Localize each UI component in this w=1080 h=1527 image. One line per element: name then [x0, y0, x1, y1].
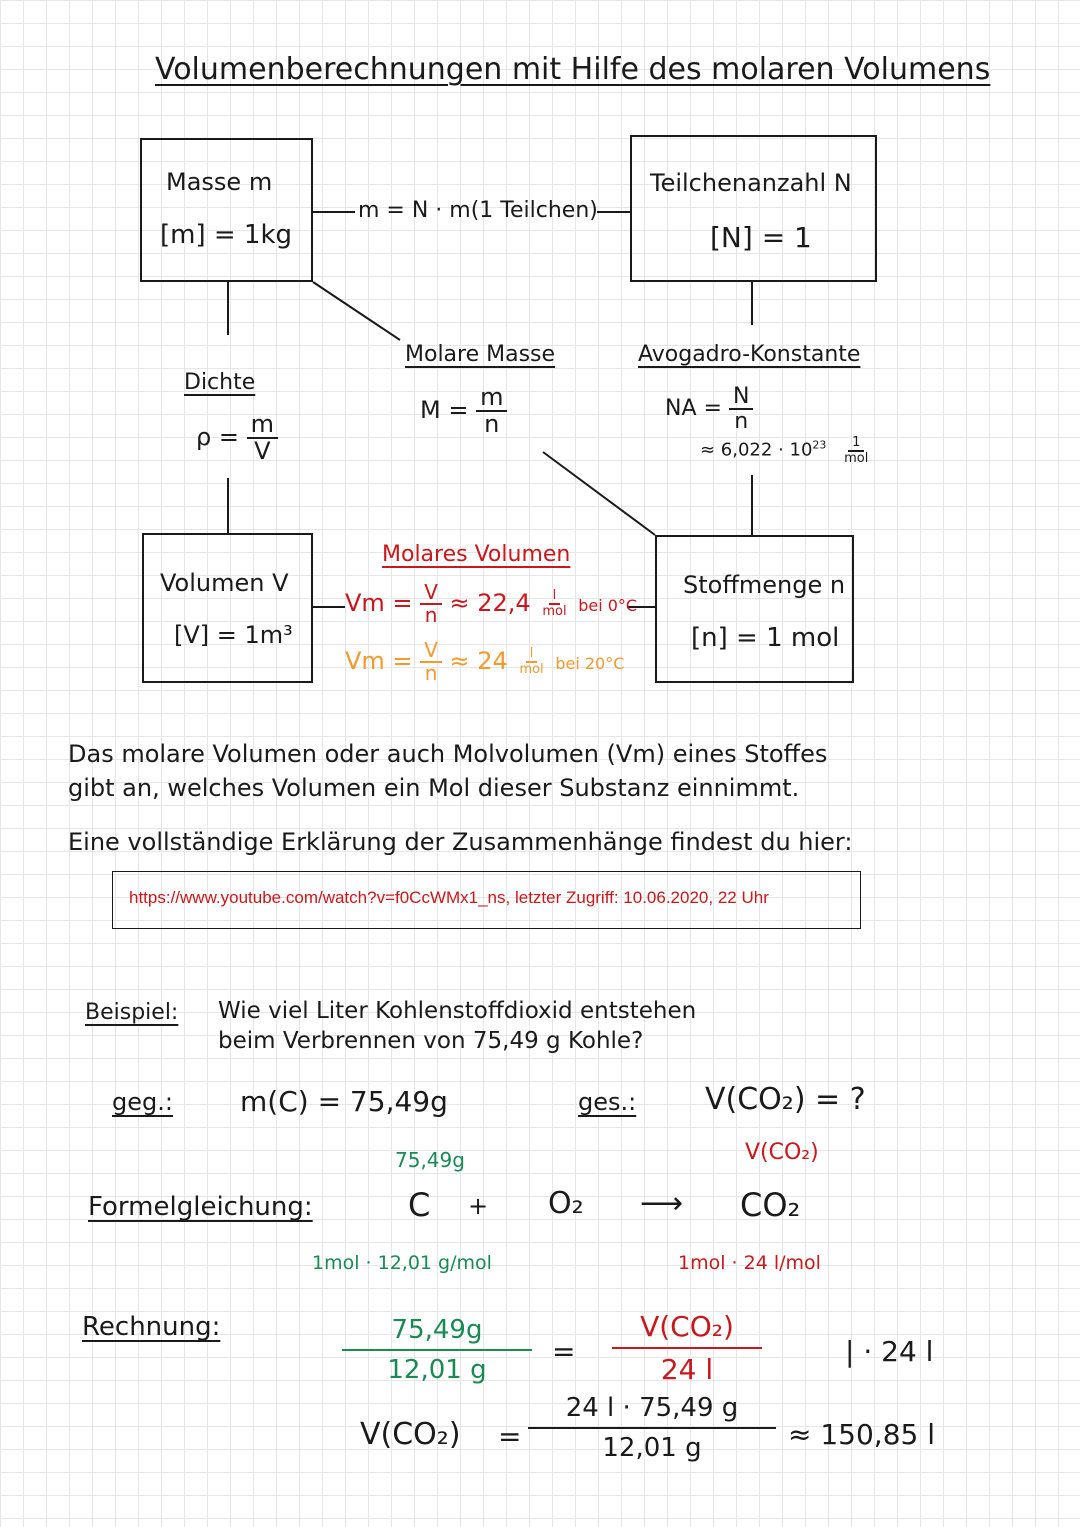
result-equals: = [498, 1420, 522, 1453]
geg-value: m(C) = 75,49g [240, 1085, 448, 1118]
geg-label: geg.: [112, 1088, 173, 1116]
masse-unit: [m] = 1kg [160, 220, 293, 250]
ges-label: ges.: [578, 1088, 637, 1116]
volumen-name: Volumen V [160, 569, 289, 597]
above-c: 75,49g [395, 1148, 465, 1172]
example-question-2: beim Verbrennen von 75,49 g Kohle? [218, 1028, 644, 1054]
above-co2: V(CO₂) [745, 1140, 819, 1165]
masse-box [140, 138, 313, 282]
avogadro-value: ≈ $6,022 \cdot 10^{23}$ $\frac{1}{\text{mol}}$ [700, 435, 869, 466]
dichte-formula: ρ = $\frac{m}{V}$ [196, 412, 278, 464]
example-label: Beispiel: [85, 1000, 179, 1025]
ratio-equals: = [552, 1335, 576, 1368]
ges-value: V(CO₂) = ? [705, 1082, 866, 1117]
ratio-left: 75,49g 12,01 g [342, 1315, 532, 1385]
teilchen-unit: [N] = 1 [710, 221, 812, 254]
multiplier: | · 24 l [845, 1335, 934, 1368]
ratio-right: V(CO₂) 24 l [612, 1310, 762, 1386]
avogadro-label: Avogadro-Konstante [638, 342, 861, 367]
explanation-line-1: Das molare Volumen oder auch Molvolumen (Vm) eines Stoffes [68, 740, 828, 768]
reaction-arrow: ⟶ [640, 1186, 684, 1221]
teilchen-box [630, 135, 877, 282]
teilchen-name: Teilchenanzahl N [650, 169, 852, 197]
product-co2: CO₂ [740, 1186, 801, 1224]
explanation-line-3: Eine vollständige Erklärung der Zusammenhänge findest du hier: [68, 828, 853, 856]
youtube-link[interactable]: https://www.youtube.com/watch?v=f0CcWMx1_ns, letzter Zugriff: 10.06.2020, 22 Uhr [129, 888, 769, 907]
result-lhs: V(CO₂) [360, 1417, 461, 1452]
link-box [112, 871, 861, 929]
below-co2: 1mol · 24 l/mol [678, 1252, 821, 1274]
volumen-unit: [V] = 1m³ [174, 621, 293, 649]
volumen-box [142, 533, 313, 683]
stoffmenge-unit: [n] = 1 mol [691, 623, 840, 653]
m-relation: m = N · m(1 Teilchen) [358, 198, 598, 223]
molares-volumen-label: Molares Volumen [382, 542, 571, 567]
molares-volumen-eq-0c: Vm = $\frac{V}{n}$ ≈ 22,4 $\frac{l}{\text{mol}}$ bei 0°C [345, 580, 638, 627]
avogadro-formula: NA = $\frac{N}{n}$ [665, 385, 753, 433]
result-value: ≈ 150,85 l [788, 1418, 936, 1451]
molare-masse-label: Molare Masse [405, 342, 556, 367]
formel-label: Formelgleichung: [88, 1192, 313, 1222]
reactant-c: C [408, 1186, 431, 1224]
masse-name: Masse m [166, 168, 273, 196]
rechnung-label: Rechnung: [82, 1312, 221, 1342]
stoffmenge-name: Stoffmenge n [683, 571, 846, 599]
stoffmenge-box [655, 535, 854, 683]
molare-masse-formula: M = $\frac{m}{n}$ [420, 385, 507, 437]
example-question-1: Wie viel Liter Kohlenstoffdioxid entstehen [218, 998, 697, 1024]
result-fraction: 24 l · 75,49 g 12,01 g [528, 1393, 776, 1463]
explanation-line-2: gibt an, welches Volumen ein Mol dieser Substanz einnimmt. [68, 774, 800, 802]
dichte-label: Dichte [184, 370, 256, 395]
molares-volumen-eq-20c: Vm = $\frac{V}{n}$ ≈ 24 $\frac{l}{\text{mol}}$ bei 20°C [345, 638, 625, 685]
below-c: 1mol · 12,01 g/mol [312, 1252, 492, 1274]
page-title: Volumenberechnungen mit Hilfe des molaren Volumens [155, 52, 991, 87]
reactant-o2: O₂ [548, 1186, 584, 1221]
plus-sign: + [468, 1192, 489, 1220]
